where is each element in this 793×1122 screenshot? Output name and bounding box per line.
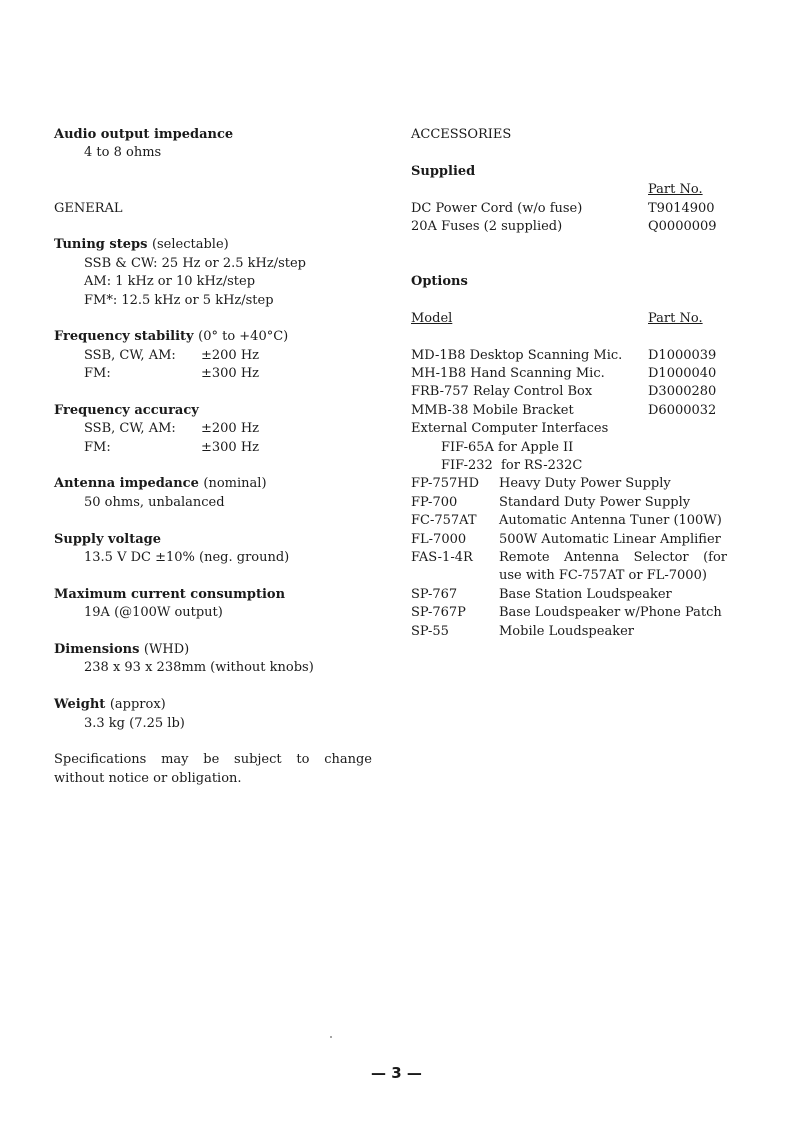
frequency-stability-row: SSB, CW, AM: ±200 Hz [84,347,260,363]
option-model-row: FAS-1-4R Remote Antenna Selector (for [411,549,727,565]
supply-voltage-value: 13.5 V DC ±10% (neg. ground) [84,549,290,565]
option-model-row: SP-767P Base Loudspeaker w/Phone Patch [411,605,722,621]
general-title: GENERAL [54,200,123,216]
max-current-value: 19A (@100W output) [84,605,223,621]
weight-value: 3.3 kg (7.25 lb) [84,715,185,731]
page-number: — 3 — [371,1064,422,1082]
option-item: MMB-38 Mobile Bracket D6000032 [411,402,717,418]
options-column-headers: Model Part No. [411,310,703,326]
tuning-steps-heading: Tuning steps (selectable) [54,237,229,253]
option-model-row: SP-767 Base Station Loudspeaker [411,586,672,602]
frequency-stability-heading: Frequency stability (0° to +40°C) [54,329,289,345]
option-model-row: FP-700 Standard Duty Power Supply [411,494,691,510]
scan-speck [330,1036,332,1038]
antenna-impedance-heading: Antenna impedance (nominal) [54,476,267,492]
supplied-item: 20A Fuses (2 supplied) Q0000009 [411,218,717,234]
interface-item: FIF-232 for RS-232C [441,458,583,474]
disclaimer-line: Specifications may be subject to change [54,752,372,768]
supplied-item: DC Power Cord (w/o fuse) T9014900 [411,200,715,216]
options-heading: Options [411,274,468,290]
option-model-row: SP-55 Mobile Loudspeaker [411,623,634,639]
option-model-row: FL-7000 500W Automatic Linear Amplifier [411,531,721,547]
weight-heading: Weight (approx) [54,697,166,713]
antenna-impedance-value: 50 ohms, unbalanced [84,494,225,510]
disclaimer-line: without notice or obligation. [54,770,242,786]
supply-voltage-heading: Supply voltage [54,531,161,547]
left-column [54,126,384,788]
accessories-title: ACCESSORIES [411,127,512,142]
interface-item: FIF-65A for Apple II [441,439,574,455]
tuning-steps-line: AM: 1 kHz or 10 kHz/step [84,274,256,290]
dimensions-heading: Dimensions (WHD) [54,641,190,657]
tuning-steps-line: FM*: 12.5 kHz or 5 kHz/step [84,292,274,308]
right-column [411,126,741,641]
option-model-row-continued: use with FC-757AT or FL-7000) [499,568,707,584]
option-model-row: FC-757AT Automatic Antenna Tuner (100W) [411,513,722,529]
supplied-heading: Supplied [411,163,476,179]
audio-output-value: 4 to 8 ohms [84,145,162,161]
option-model-row: FP-757HD Heavy Duty Power Supply [411,476,671,492]
max-current-heading: Maximum current consumption [54,586,286,602]
supplied-partno-header: Part No. [648,182,703,198]
option-item: MH-1B8 Hand Scanning Mic. D1000040 [411,366,717,382]
interfaces-label: External Computer Interfaces [411,421,609,437]
tuning-steps-line: SSB & CW: 25 Hz or 2.5 kHz/step [84,255,306,271]
frequency-accuracy-heading: Frequency accuracy [54,402,199,418]
dimensions-value: 238 x 93 x 238mm (without knobs) [84,660,314,676]
option-item: FRB-757 Relay Control Box D3000280 [411,384,717,400]
frequency-accuracy-row: FM: ±300 Hz [84,439,260,455]
frequency-stability-row: FM: ±300 Hz [84,366,260,382]
audio-output-heading: Audio output impedance [54,127,234,142]
option-item: MD-1B8 Desktop Scanning Mic. D1000039 [411,347,717,363]
frequency-accuracy-row: SSB, CW, AM: ±200 Hz [84,421,260,437]
